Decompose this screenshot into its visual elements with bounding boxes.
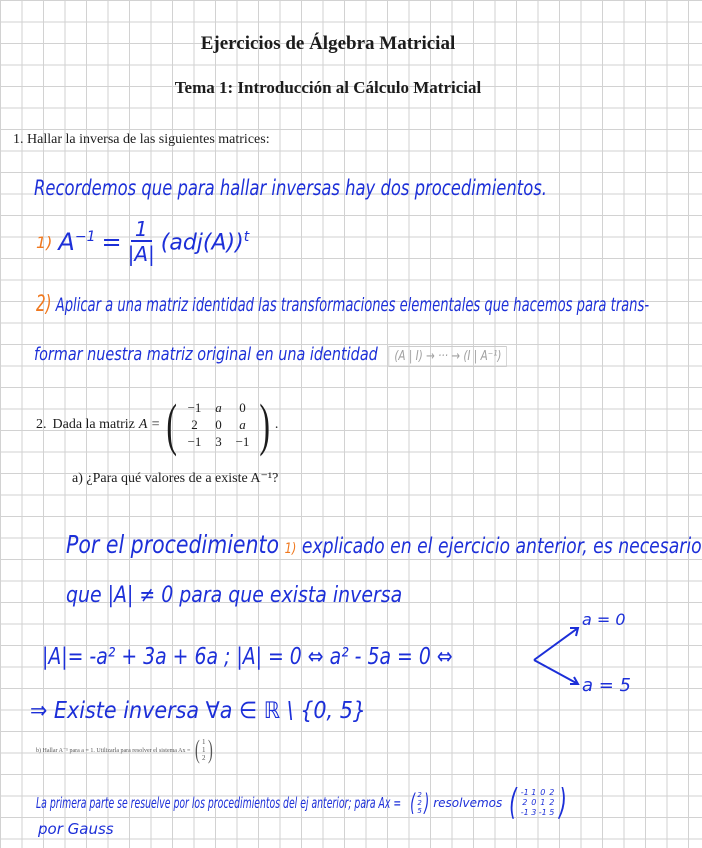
matrix-A-entry-0-2: 0 (239, 400, 246, 415)
augmented-matrix-entry-1-1: 0 (531, 798, 537, 807)
augmented-matrix: ( -1 1 0 2 2 0 1 2 -1 3 -1 5 ) (509, 782, 568, 823)
augmented-matrix-entry-0-3: 2 (549, 788, 555, 797)
augmented-matrix-entry-1-0: 2 (522, 798, 528, 807)
note-intro: Recordemos que para hallar inversas hay dos procedimientos. (34, 176, 547, 200)
formula-inverse (36, 218, 249, 266)
formula-numerator: 1 (131, 218, 152, 242)
item-2-line-2: formar nuestra matriz original en una identidad (34, 344, 378, 365)
matrix-A-entry-1-0: 2 (191, 417, 198, 432)
note-vector-entries (417, 791, 421, 815)
note-item-2 (36, 292, 649, 317)
item-2-procedure: (A | I) → ··· → (I | A⁻¹) (389, 346, 507, 367)
exercise-2-lead: Dada la matriz (52, 417, 135, 432)
augmented-matrix-entry-2-3: 5 (549, 808, 555, 817)
exercise-2 (36, 392, 279, 457)
part-b-text: b) Hallar A⁻¹ para a = 1. Utilizarla para resolver el sistema Ax = (36, 747, 191, 754)
exercise-1-text: Hallar la inversa de las siguientes matrices: (27, 132, 270, 147)
document-title: Ejercicios de Álgebra Matricial (200, 33, 456, 54)
part-b-vector: ( 1 1 2 ) (195, 735, 213, 764)
augmented-matrix-entry-1-2: 1 (540, 798, 546, 807)
note-procedure-marker: 1) (284, 541, 297, 557)
formula-fraction (128, 218, 155, 266)
augmented-matrix-entry-2-2: -1 (538, 808, 547, 817)
matrix-A-entry-2-1: 3 (215, 434, 222, 449)
augmented-matrix-entries (520, 788, 556, 818)
note-determinant: |A|= -a² + 3a + 6a ; |A| = 0 ⇔ a² - 5a = 0 ⇔ (42, 644, 453, 670)
augmented-matrix-entry-0-1: 1 (531, 788, 537, 797)
matrix-A-entry-0-1: a (215, 400, 222, 415)
matrix-A-entry-0-0: −1 (187, 400, 202, 415)
note-vector-entry-2: 5 (417, 807, 422, 815)
note-gauss: por Gauss (38, 820, 114, 838)
note-vector: ( 2 2 5 ) (410, 789, 430, 817)
note-procedure-b: explicado en el ejercicio anterior, es necesario (301, 534, 702, 558)
note-procedure (66, 530, 702, 559)
part-b-vector-entry-0: 1 (202, 738, 206, 746)
part-b-vector-entries (202, 738, 206, 762)
augmented-matrix-entry-0-2: 0 (540, 788, 546, 797)
formula-lhs: $A^{-1}$ (58, 228, 96, 256)
note-part-b-resolve: resolvemos (433, 796, 503, 810)
part-b-vector-entry-1: 1 (202, 746, 206, 754)
branch-solution-top: a = 0 (582, 610, 626, 629)
augmented-matrix-entry-2-0: -1 (520, 808, 529, 817)
part-b-vector-entry-2: 2 (202, 754, 206, 762)
note-condition: que |A| ≠ 0 para que exista inversa (66, 583, 403, 608)
arrow-up (534, 628, 578, 660)
matrix-A: ( −1 a 0 2 0 a −1 3 −1 ) (166, 392, 271, 457)
formula-denominator: |A| (127, 242, 155, 266)
note-item-2-line-2 (34, 344, 507, 365)
augmented-matrix-entry-1-3: 2 (549, 798, 555, 807)
exercise-2-number: 2. (36, 417, 47, 432)
augmented-matrix-entry-0-0: -1 (520, 788, 529, 797)
note-part-b (36, 782, 570, 823)
exercise-2-end: . (274, 417, 279, 432)
exercise-1-number: 1. (13, 132, 24, 147)
branch-solution-bottom: a = 5 (582, 675, 632, 696)
augmented-matrix-entry-2-1: 3 (531, 808, 537, 817)
matrix-A-entry-2-2: −1 (235, 434, 250, 449)
item-2-marker: 2) (36, 292, 52, 317)
matrix-A-entry-1-2: a (239, 417, 246, 432)
note-part-b-line-1: La primera parte se resuelve por los procedimientos del ej anterior; para Ax = (36, 794, 402, 812)
formula-adjugate: $(adj(A))^t$ (160, 228, 250, 256)
matrix-A-entry-2-0: −1 (187, 434, 202, 449)
exercise-1 (13, 132, 270, 148)
arrow-down (534, 660, 578, 684)
note-procedure-a: Por el procedimiento (66, 530, 280, 559)
item-1-marker: 1) (36, 232, 53, 252)
matrix-variable: A = (138, 417, 161, 432)
matrix-A-entry-1-1: 0 (215, 417, 222, 432)
note-conclusion: ⇒ Existe inversa ∀a ∈ ℝ \ {0, 5} (30, 698, 367, 724)
item-2-line-1: Aplicar a una matriz identidad las transformaciones elementales que hacemos para trans- (55, 294, 650, 316)
matrix-A-entries (181, 400, 255, 450)
exercise-2-part-a: a) ¿Para qué valores de a existe A⁻¹? (72, 471, 279, 486)
formula-equals: = (101, 228, 122, 256)
document-subtitle: Tema 1: Introducción al Cálculo Matricial (174, 78, 482, 97)
exercise-2-part-b (36, 735, 214, 764)
note-vector-entry-0: 2 (417, 791, 422, 799)
note-vector-entry-1: 2 (417, 799, 422, 807)
